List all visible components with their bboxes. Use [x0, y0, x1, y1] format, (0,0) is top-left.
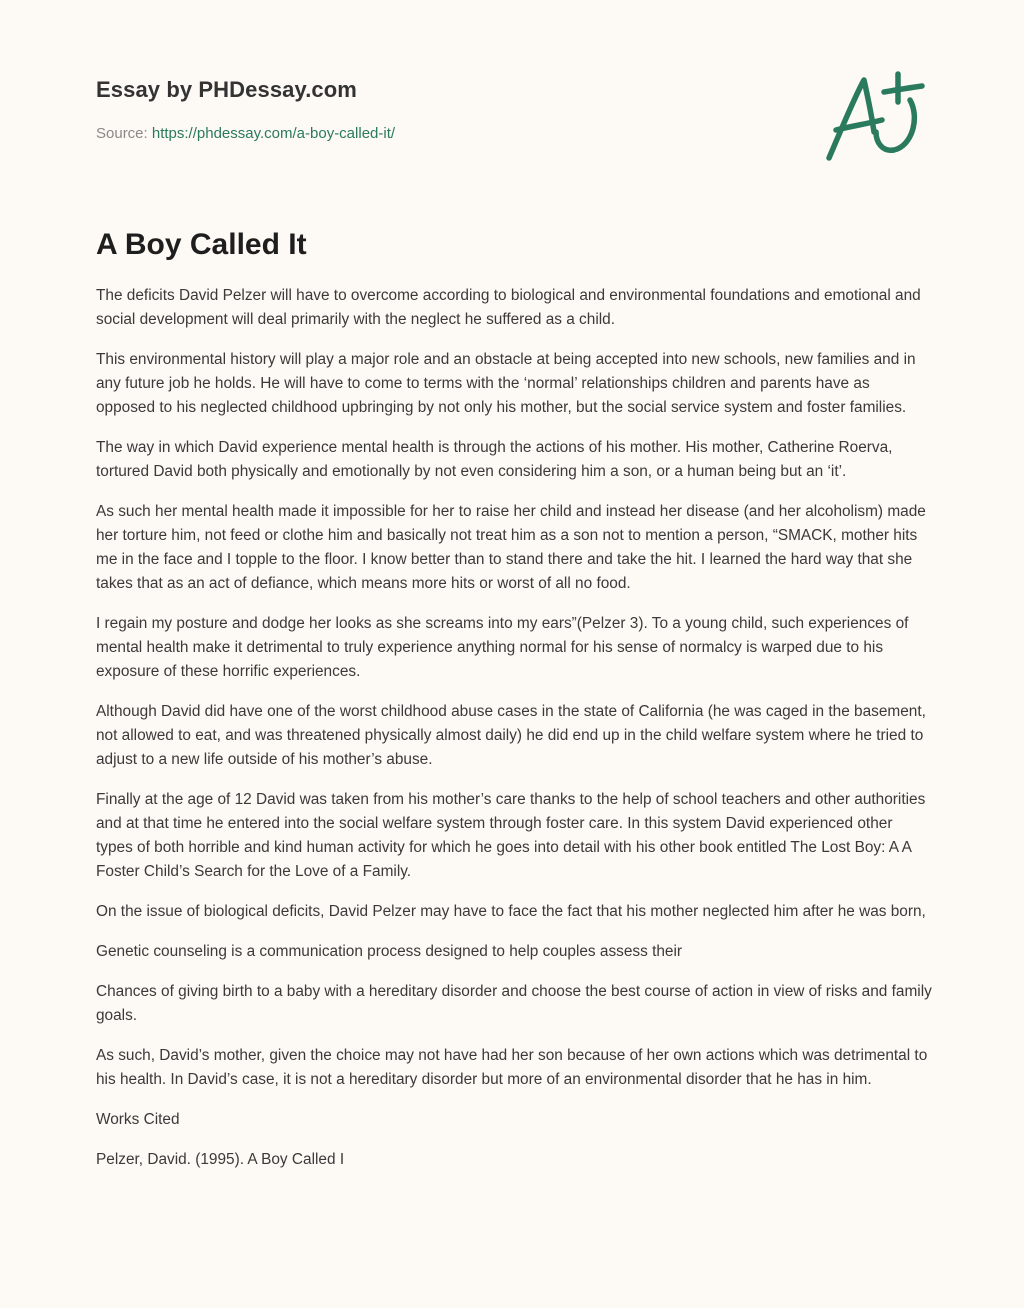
essay-body: [96, 284, 932, 1188]
paragraph: Finally at the age of 12 David was taken from his mother’s care thanks to the help of school teachers and other authorities and at that time he entered into the social welfare system through foster care. In this system David experienced other types of both horrible and kind human activity for which he goes into detail with his other book entitled The Lost Boy: A A Foster Child’s Search for the Love of a Family.: [96, 791, 926, 880]
paragraph: This environmental history will play a major role and an obstacle at being accepted into new schools, new families and in any future job he holds. He will have to come to terms with the ‘normal’ relationships children and parents have as opposed to his neglected childhood upbringing by not only his mother, but the social service system and foster families.: [96, 351, 916, 416]
paragraph: Although David did have one of the worst childhood abuse cases in the state of California (he was caged in the basement, not allowed to eat, and was threatened physically almost daily) he did end up in the child welfare system where he tried to adjust to a new life outside of his mother’s abuse.: [96, 703, 926, 768]
source-label: Source:: [96, 125, 148, 142]
paragraph: As such her mental health made it impossible for her to raise her child and instead her disease (and her alcoholism) made her torture him, not feed or clothe him and basically not treat him as a son not to mention a person, “SMACK, mother hits me in the face and I topple to the floor. I know better than to stand there and take the hit. I learned the hard way that she takes that as an act of defiance, which means more hits or worst of all no food.: [96, 503, 926, 592]
page-header: [96, 74, 928, 142]
paragraph: The way in which David experience mental health is through the actions of his mother. His mother, Catherine Roerva, tortured David both physically and emotionally by not even considering him a son, or a human being but an ‘it’.: [96, 439, 893, 480]
document-title: A Boy Called It: [96, 228, 307, 261]
paragraph: On the issue of biological deficits, David Pelzer may have to face the fact that his mother neglected him after he was born,: [96, 903, 926, 920]
paragraph: As such, David’s mother, given the choice may not have had her son because of her own actions which was detrimental to his health. In David’s case, it is not a hereditary disorder but more of an environmental disorder that he has in him.: [96, 1047, 928, 1088]
citation: Pelzer, David. (1995). A Boy Called I: [96, 1151, 345, 1168]
paragraph: The deficits David Pelzer will have to overcome according to biological and environmental foundations and emotional and social development will deal primarily with the neglect he suffered as a child.: [96, 287, 921, 328]
source-line: [96, 124, 395, 144]
site-title: Essay by PHDessay.com: [96, 77, 357, 102]
source-link[interactable]: https://phdessay.com/a-boy-called-it/: [151, 125, 396, 142]
paragraph: Chances of giving birth to a baby with a hereditary disorder and choose the best course of action in view of risks and family goals.: [96, 983, 932, 1024]
works-cited-heading: Works Cited: [96, 1111, 180, 1128]
paragraph: I regain my posture and dodge her looks as she screams into my ears”(Pelzer 3). To a young child, such experiences of mental health make it detrimental to truly experience anything normal for his sense of normalcy is warped due to his exposure of these horrific experiences.: [96, 615, 909, 680]
a-plus-grade-icon: [822, 68, 928, 166]
paragraph: Genetic counseling is a communication process designed to help couples assess their: [96, 943, 683, 960]
